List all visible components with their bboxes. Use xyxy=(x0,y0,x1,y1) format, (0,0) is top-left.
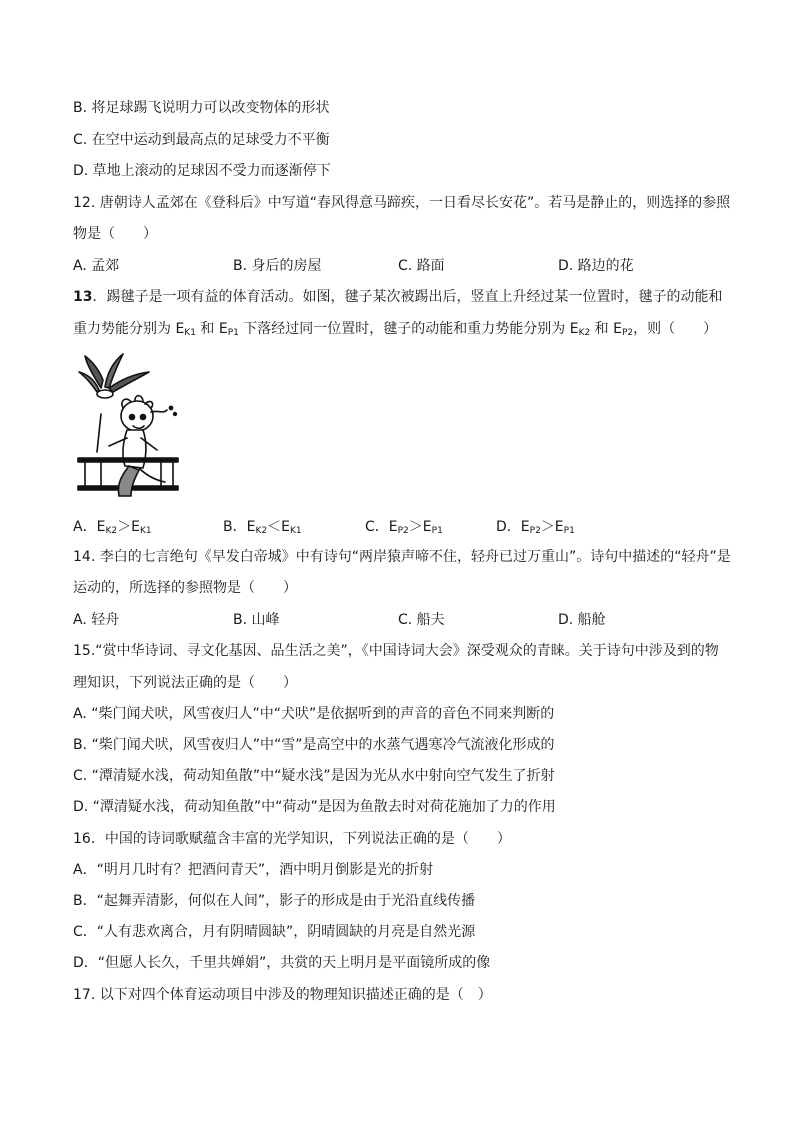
q13-subscript: P1 xyxy=(227,328,239,338)
q13-text-part: ，则（ ） xyxy=(633,321,718,337)
opt-sub: K1 xyxy=(289,526,302,536)
q14-stem-line2: 运动的，所选择的参照物是（ ） xyxy=(73,580,297,596)
q12-option-c: C. 路面 xyxy=(398,258,445,274)
q12-stem-line1: 12. 唐朝诗人孟郊在《登科后》中写道“春风得意马蹄疾，一日看尽长安花”。若马是静止的，则选择的参照 xyxy=(73,195,731,211)
opt-sub: K2 xyxy=(105,526,118,536)
q13-text-part: 重力势能分别为 E xyxy=(73,321,185,337)
q13-subscript: K2 xyxy=(578,328,591,338)
q15-stem-line1: 15.“赏中华诗词、寻文化基因、品生活之美”，《中国诗词大会》深受观众的青睐。关于诗句中涉及到的物 xyxy=(73,643,719,659)
q13-stem-line1 xyxy=(73,287,734,307)
q13-option-c xyxy=(365,517,443,537)
shuttlecock-kicking-illustration xyxy=(73,350,185,502)
q15-option-b: B. “柴门闻犬吠，风雪夜归人”中“雪”是高空中的水蒸气遇寒冷气流液化形成的 xyxy=(73,737,555,753)
q14-option-d: D. 船舱 xyxy=(558,612,606,628)
q15-option-d: D. “潭清疑水浅，荷动知鱼散”中“荷动”是因为鱼散去时对荷花施加了力的作用 xyxy=(73,799,556,815)
opt-text: A．E xyxy=(73,519,106,535)
opt-text: C．E xyxy=(365,519,398,535)
q12-option-d: D. 路边的花 xyxy=(558,258,634,274)
q16-stem: 16．中国的诗词歌赋蕴含丰富的光学知识，下列说法正确的是（ ） xyxy=(73,831,511,847)
q14-option-c: C. 船夫 xyxy=(398,612,445,628)
q13-text-part: 下落经过同一位置时，毽子的动能和重力势能分别为 E xyxy=(238,321,579,337)
q15-stem-line2: 理知识，下列说法正确的是（ ） xyxy=(73,675,297,691)
q15-option-c: C. “潭清疑水浅，荷动知鱼散”中“疑水浅”是因为光从水中射向空气发生了折射 xyxy=(73,768,555,784)
q15-option-a: A. “柴门闻犬吠，风雪夜归人”中“犬吠”是依据听到的声音的音色不同来判断的 xyxy=(73,706,555,722)
q13-option-b xyxy=(223,517,302,537)
q14-options xyxy=(73,610,733,630)
opt-text: B．E xyxy=(223,519,256,535)
q13-text-part: 和 E xyxy=(590,321,622,337)
q16-option-b: B．“起舞弄清影，何似在人间”，影子的形成是由于光沿直线传播 xyxy=(73,893,476,909)
opt-sub: K2 xyxy=(255,526,268,536)
q13-stem-text: ．踢毽子是一项有益的体育活动。如图，毽子某次被踢出后，竖直上升经过某一位置时，毽子的动能和 xyxy=(92,289,723,305)
opt-sub: P1 xyxy=(563,526,575,536)
opt-sub: P2 xyxy=(397,526,409,536)
opt-text: ＞E xyxy=(408,519,432,535)
opt-text: D．E xyxy=(496,519,530,535)
q11-option-c: C. 在空中运动到最高点的足球受力不平衡 xyxy=(73,132,330,148)
q13-options xyxy=(73,517,733,537)
q11-option-b: B. 将足球踢飞说明力可以改变物体的形状 xyxy=(73,100,330,116)
q13-subscript: P2 xyxy=(621,328,634,338)
opt-sub: P1 xyxy=(431,526,443,536)
opt-sub: K1 xyxy=(139,526,152,536)
opt-text: ＜E xyxy=(267,519,290,535)
q17-stem: 17. 以下对四个体育运动项目中涉及的物理知识描述正确的是（ ） xyxy=(73,987,492,1003)
q14-option-b: B. 山峰 xyxy=(233,612,280,628)
q13-subscript: K1 xyxy=(184,328,196,338)
q12-options xyxy=(73,256,733,276)
q16-option-c: C．“人有悲欢离合，月有阴晴圆缺”，阴晴圆缺的月亮是自然光源 xyxy=(73,924,476,940)
q11-option-d: D. 草地上滚动的足球因不受力而逐渐停下 xyxy=(73,163,331,179)
opt-text: ＞E xyxy=(540,519,564,535)
opt-text: ＞E xyxy=(117,519,140,535)
q13-option-d xyxy=(496,517,575,537)
opt-sub: P2 xyxy=(529,526,541,536)
q14-stem-line1: 14. 李白的七言绝句《早发白帝城》中有诗句“两岸猿声啼不住，轻舟已过万重山”。诗句中描述的“轻舟”是 xyxy=(73,549,731,565)
q12-stem-line2: 物是（ ） xyxy=(73,226,157,242)
q13-text-part: 和 E xyxy=(195,321,228,337)
q13-number: 13 xyxy=(73,289,93,305)
q12-option-a: A. 孟郊 xyxy=(73,258,120,274)
figure-drawing xyxy=(73,350,185,502)
q16-option-d: D．“但愿人长久，千里共婵娟”，共赏的天上明月是平面镜所成的像 xyxy=(73,955,491,971)
q13-option-a xyxy=(73,517,152,537)
q12-option-b: B. 身后的房屋 xyxy=(233,258,322,274)
q13-stem-line2 xyxy=(73,319,734,339)
q16-option-a: A．“明月几时有？把酒问青天”，酒中明月倒影是光的折射 xyxy=(73,862,434,878)
q14-option-a: A. 轻舟 xyxy=(73,612,120,628)
